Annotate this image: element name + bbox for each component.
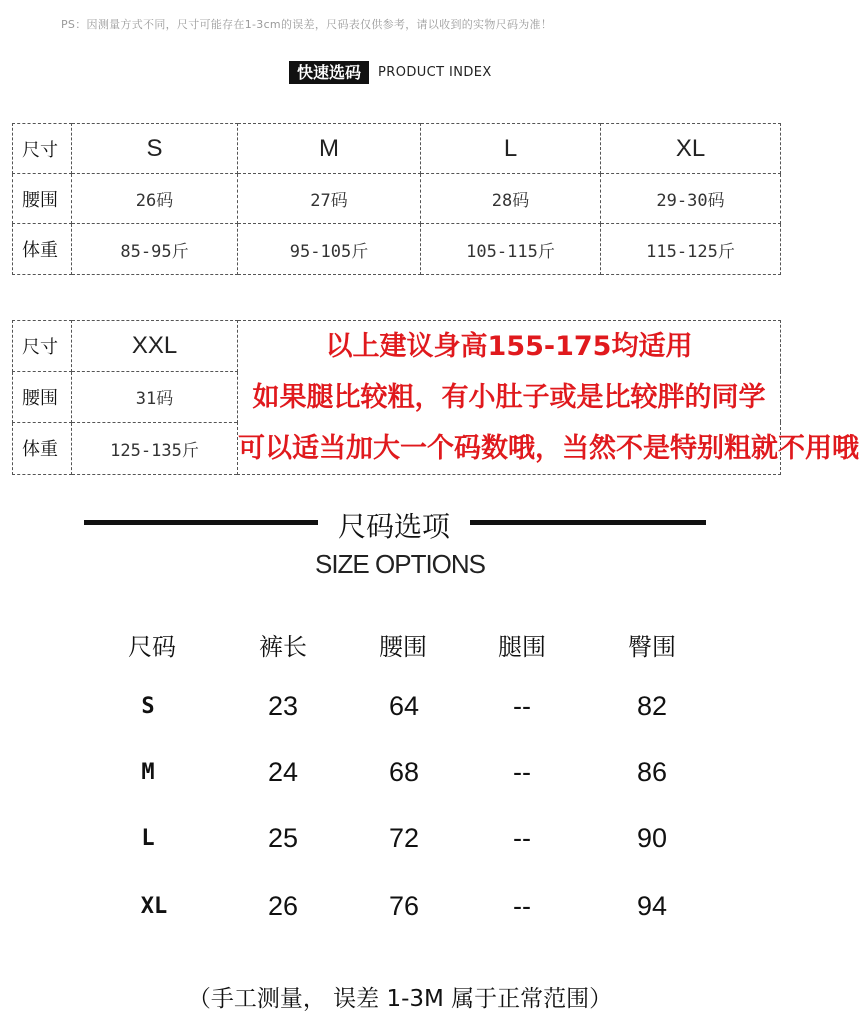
length-value: 24: [267, 757, 299, 787]
row-label-size: 尺寸: [13, 321, 72, 372]
weight-cell: 125-135斤: [72, 422, 238, 474]
column-header-hip: 臀围: [628, 633, 676, 661]
waist-cell: 29-30码: [601, 174, 781, 224]
table-row: [13, 174, 781, 224]
advice-line: 可以适当加大一个码数哦，当然不是特别粗就不用哦: [238, 433, 859, 464]
size-index-table-2: [12, 320, 859, 475]
waist-cell: 31码: [72, 371, 238, 422]
table-row: [13, 224, 781, 275]
size-index-table-1: [12, 123, 781, 275]
size-cell: XL: [601, 124, 781, 174]
sizing-advice-note: [238, 321, 859, 475]
advice-line: 如果腿比较粗，有小肚子或是比较胖的同学: [252, 382, 766, 413]
measurement-footer-note: （手工测量， 误差 1-3M 属于正常范围）: [187, 986, 613, 1012]
quick-select-heading: [289, 61, 492, 84]
weight-cell: 105-115斤: [421, 224, 601, 275]
size-value: S: [141, 694, 155, 719]
quick-select-title: 快速选码: [289, 61, 369, 84]
length-value: 23: [267, 691, 299, 721]
size-value: M: [141, 760, 155, 785]
waist-value: 76: [388, 891, 420, 921]
waist-value: 64: [388, 691, 420, 721]
size-cell: XXL: [72, 321, 238, 372]
size-options-title: 尺码选项: [337, 510, 450, 543]
thigh-value: --: [513, 823, 531, 853]
table-row: [13, 124, 781, 174]
row-label-weight: 体重: [13, 422, 72, 474]
thigh-value: --: [513, 691, 531, 721]
weight-cell: 115-125斤: [601, 224, 781, 275]
weight-cell: 95-105斤: [238, 224, 421, 275]
section-divider-left: [84, 520, 318, 525]
waist-cell: 26码: [72, 174, 238, 224]
waist-cell: 27码: [238, 174, 421, 224]
size-cell: S: [72, 124, 238, 174]
product-index-label: PRODUCT INDEX: [378, 65, 492, 80]
row-label-size: 尺寸: [13, 124, 72, 174]
size-value: XL: [140, 894, 168, 919]
hip-value: 82: [636, 691, 668, 721]
weight-cell: 85-95斤: [72, 224, 238, 275]
hip-value: 90: [636, 823, 668, 853]
length-value: 26: [267, 891, 299, 921]
column-header-size: 尺码: [128, 633, 176, 661]
row-label-waist: 腰围: [13, 174, 72, 224]
column-header-length: 裤长: [259, 633, 307, 661]
hip-value: 94: [636, 891, 668, 921]
measurement-disclaimer: PS：因测量方式不同，尺寸可能存在1-3cm的误差，尺码表仅供参考，请以收到的实物尺码为准！: [61, 18, 553, 31]
section-divider-right: [470, 520, 706, 525]
size-cell: M: [238, 124, 421, 174]
table-row: [13, 321, 781, 372]
waist-value: 72: [388, 823, 420, 853]
waist-cell: 28码: [421, 174, 601, 224]
thigh-value: --: [513, 891, 531, 921]
size-options-subtitle: SIZE OPTIONS: [314, 549, 486, 579]
size-cell: L: [421, 124, 601, 174]
column-header-thigh: 腿围: [498, 633, 546, 661]
advice-line: 以上建议身高155-175均适用: [325, 331, 693, 362]
length-value: 25: [267, 823, 299, 853]
row-label-waist: 腰围: [13, 371, 72, 422]
row-label-weight: 体重: [13, 224, 72, 275]
column-header-waist: 腰围: [379, 633, 427, 661]
hip-value: 86: [636, 757, 668, 787]
size-value: L: [141, 826, 155, 851]
waist-value: 68: [388, 757, 420, 787]
thigh-value: --: [513, 757, 531, 787]
